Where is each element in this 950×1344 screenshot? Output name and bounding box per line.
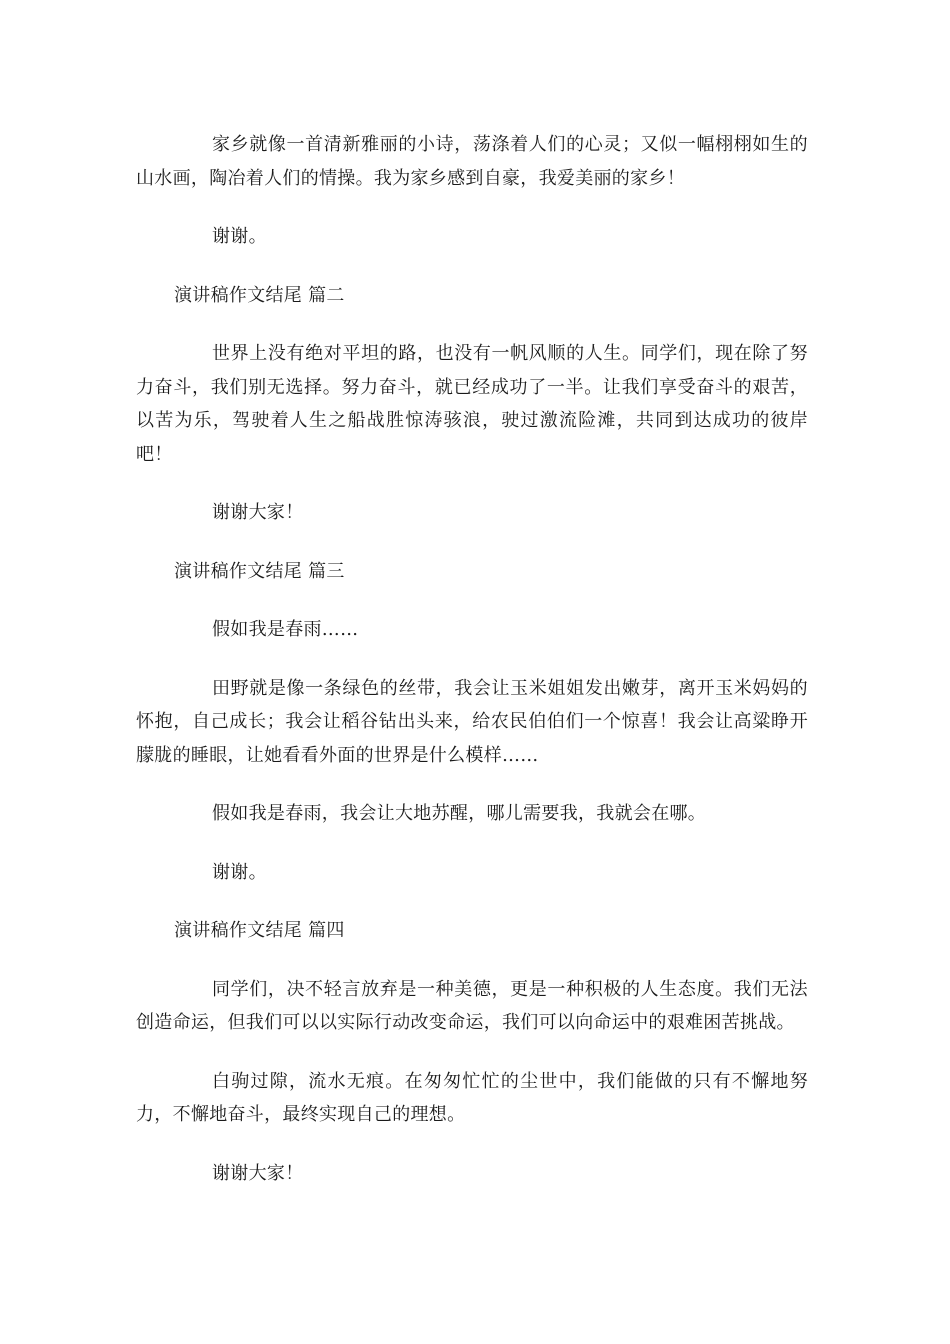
paragraph: 家乡就像一首清新雅丽的小诗，荡涤着人们的心灵；又似一幅栩栩如生的山水画，陶冶着人们的情操。我为家乡感到自豪，我爱美丽的家乡！ xyxy=(136,134,808,189)
paragraph: 白驹过隙，流水无痕。在匆匆忙忙的尘世中，我们能做的只有不懈地努力，不懈地奋斗，最终实现自己的理想。 xyxy=(136,1070,808,1125)
paragraph: 谢谢大家！ xyxy=(212,502,304,523)
document-page xyxy=(136,128,808,1190)
section-heading: 演讲稿作文结尾 篇二 xyxy=(174,284,345,306)
paragraph: 同学们，决不轻言放弃是一种美德，更是一种积极的人生态度。我们无法创造命运，但我们可以以实际行动改变命运，我们可以向命运中的艰难困苦挑战。 xyxy=(136,978,808,1033)
paragraph: 假如我是春雨，我会让大地苏醒，哪儿需要我，我就会在哪。 xyxy=(212,803,707,824)
paragraph: 世界上没有绝对平坦的路，也没有一帆风顺的人生。同学们，现在除了努力奋斗，我们别无选择。努力奋斗，就已经成功了一半。让我们享受奋斗的艰苦，以苦为乐，驾驶着人生之船战胜惊涛骇浪，驶过激流险滩，共同到达成功的彼岸吧！ xyxy=(136,343,808,465)
section-heading: 演讲稿作文结尾 篇三 xyxy=(174,560,345,582)
section-heading: 演讲稿作文结尾 篇四 xyxy=(174,920,345,941)
paragraph: 谢谢大家！ xyxy=(212,1162,304,1184)
paragraph: 假如我是春雨…… xyxy=(212,619,359,640)
paragraph: 谢谢。 xyxy=(212,861,267,883)
paragraph: 谢谢。 xyxy=(212,226,267,247)
paragraph: 田野就是像一条绿色的丝带，我会让玉米姐姐发出嫩芽，离开玉米妈妈的怀抱，自己成长；我会让稻谷钻出头来，给农民伯伯们一个惊喜！我会让高粱睁开朦胧的睡眼，让她看看外面的世界是什么模样…… xyxy=(136,677,808,766)
